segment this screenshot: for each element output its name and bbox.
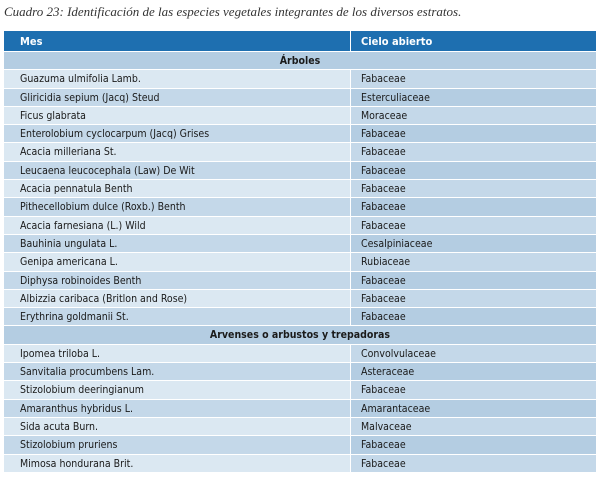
family-cell: Fabaceae (351, 455, 596, 472)
table-row (4, 418, 596, 436)
column-header-cielo-abierto: Cielo abierto (361, 35, 433, 48)
species-name-cell: Enterolobium cyclocarpum (Jacq) Grises (4, 125, 351, 142)
species-name-cell: Albizzia caribaca (Britlon and Rose) (4, 290, 351, 307)
table-row (4, 107, 596, 125)
species-name-cell: Ficus glabrata (4, 107, 351, 124)
family-cell: Convolvulaceae (351, 345, 596, 362)
family-cell: Fabaceae (351, 217, 596, 234)
family-cell: Rubiaceae (351, 253, 596, 270)
species-name-cell: Sida acuta Burn. (4, 418, 351, 435)
species-name-cell: Acacia milleriana St. (4, 143, 351, 160)
family-cell: Fabaceae (351, 436, 596, 453)
table-caption: Cuadro 23: Identificación de las especies vegetales integrantes de los diversos estratos. (4, 4, 462, 19)
table-row (4, 290, 596, 308)
table-row (4, 70, 596, 88)
species-name-cell: Acacia farnesiana (L.) Wild (4, 217, 351, 234)
table-row (4, 89, 596, 107)
table-row (4, 363, 596, 381)
section-header-row: Arvenses o arbustos y trepadoras (4, 326, 596, 344)
species-name-cell: Genipa americana L. (4, 253, 351, 270)
species-table (4, 31, 596, 473)
species-name-cell: Acacia pennatula Benth (4, 180, 351, 197)
table-row (4, 125, 596, 143)
table-header-row (4, 31, 596, 52)
table-row (4, 308, 596, 326)
family-cell: Cesalpiniaceae (351, 235, 596, 252)
species-name-cell: Sanvitalia procumbens Lam. (4, 363, 351, 380)
table-row (4, 143, 596, 161)
species-name-cell: Ipomea triloba L. (4, 345, 351, 362)
section-header-row: Árboles (4, 52, 596, 70)
column-header-mes: Mes (4, 31, 351, 51)
table-row (4, 198, 596, 216)
family-cell: Fabaceae (351, 198, 596, 215)
species-name-cell: Guazuma ulmifolia Lamb. (4, 70, 351, 87)
species-name-cell: Gliricidia sepium (Jacq) Steud (4, 89, 351, 106)
family-cell: Fabaceae (351, 290, 596, 307)
family-cell: Fabaceae (351, 70, 596, 87)
family-cell: Fabaceae (351, 308, 596, 325)
family-cell: Malvaceae (351, 418, 596, 435)
family-cell: Fabaceae (351, 180, 596, 197)
table-row (4, 162, 596, 180)
species-name-cell: Bauhinia ungulata L. (4, 235, 351, 252)
table-row (4, 180, 596, 198)
family-cell: Amarantaceae (351, 400, 596, 417)
species-name-cell: Mimosa hondurana Brit. (4, 455, 351, 472)
family-cell: Fabaceae (351, 143, 596, 160)
species-name-cell: Stizolobium pruriens (4, 436, 351, 453)
table-row (4, 217, 596, 235)
species-name-cell: Amaranthus hybridus L. (4, 400, 351, 417)
species-name-cell: Stizolobium deeringianum (4, 381, 351, 398)
table-row (4, 400, 596, 418)
species-name-cell: Leucaena leucocephala (Law) De Wit (4, 162, 351, 179)
table-row (4, 345, 596, 363)
family-cell: Fabaceae (351, 162, 596, 179)
table-row (4, 253, 596, 271)
family-cell: Moraceae (351, 107, 596, 124)
species-name-cell: Pithecellobium dulce (Roxb.) Benth (4, 198, 351, 215)
family-cell: Fabaceae (351, 125, 596, 142)
family-cell: Esterculiaceae (351, 89, 596, 106)
table-body (4, 52, 596, 473)
species-name-cell: Diphysa robinoides Benth (4, 272, 351, 289)
family-cell: Fabaceae (351, 272, 596, 289)
family-cell: Fabaceae (351, 381, 596, 398)
table-row (4, 455, 596, 473)
table-row (4, 436, 596, 454)
table-row (4, 272, 596, 290)
species-name-cell: Erythrina goldmanii St. (4, 308, 351, 325)
table-row (4, 381, 596, 399)
family-cell: Asteraceae (351, 363, 596, 380)
table-row (4, 235, 596, 253)
